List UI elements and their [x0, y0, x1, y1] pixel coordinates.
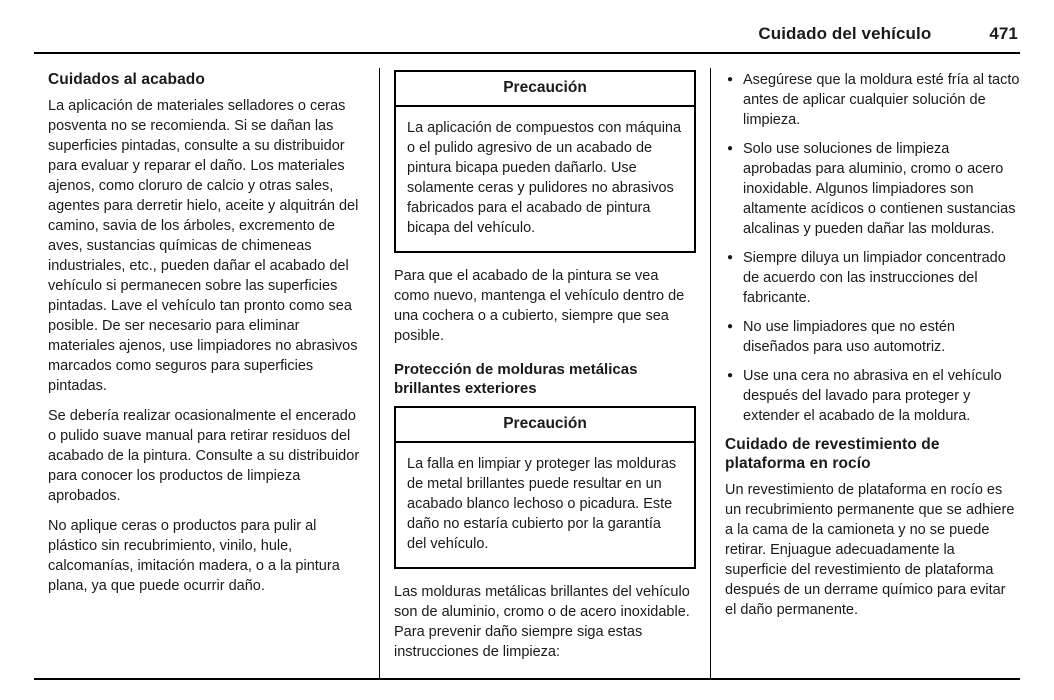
right-column: [711, 68, 1020, 678]
caution-box: [394, 70, 696, 253]
caution-title: Precaución: [396, 408, 694, 443]
paragraph: Un revestimiento de plataforma en rocío es un recubrimiento permanente que se adhiere a la cama de la camioneta y no se puede retirar. Enjuague adecuadamente la superficie del revestimiento de plataforma después de un derrame químico para evitar el daño permanente.: [725, 482, 1015, 618]
list-item: [725, 366, 1020, 426]
bullet-text: Use una cera no abrasiva en el vehículo después del lavado para proteger y extender el acabado de la moldura.: [743, 368, 1002, 424]
section-heading: Cuidado de revestimiento de plataforma en rocío: [725, 436, 940, 472]
footer-rule: [34, 678, 1020, 680]
caution-text: La falla en limpiar y proteger las molduras de metal brillantes puede resultar en un acabado blanco lechoso o picadura. Este daño no estaría cubierto por la garantía del vehículo.: [407, 456, 677, 552]
bullet-icon: ●: [727, 370, 734, 381]
bullet-text: Solo use soluciones de limpieza aprobadas para aluminio, cromo o acero inoxidable. Algunos limpiadores son altamente acídicos o contienen sustancias alcalinas y pueden dañar las molduras.: [743, 141, 1016, 237]
page-number: 471: [989, 24, 1018, 43]
chapter-title: Cuidado del vehículo: [758, 24, 932, 43]
list-item: [725, 248, 1020, 308]
bullet-list: [725, 70, 1020, 426]
bullet-text: No use limpiadores que no estén diseñados para uso automotriz.: [743, 319, 955, 355]
header-rule: [34, 52, 1020, 54]
bullet-text: Siempre diluya un limpiador concentrado de acuerdo con las instrucciones del fabricante.: [743, 250, 1006, 306]
content-columns: [34, 68, 1020, 678]
bullet-icon: ●: [727, 321, 734, 332]
page-header: [34, 24, 1020, 44]
paragraph: Se debería realizar ocasionalmente el encerado o pulido suave manual para retirar residuos del acabado de la pintura. Consulte a su distribuidor para conocer los productos de limpieza aprobados.: [48, 408, 360, 504]
paragraph: No aplique ceras o productos para pulir al plástico sin recubrimiento, vinilo, hule, calcomanías, imitación madera, o a la pintura plana, ya que puede ocurrir daño.: [48, 518, 340, 594]
left-column: [34, 68, 379, 678]
list-item: [725, 70, 1020, 130]
caution-title: Precaución: [396, 72, 694, 107]
list-item: [725, 317, 1020, 357]
bullet-text: Asegúrese que la moldura esté fría al tacto antes de aplicar cualquier solución de limpieza.: [743, 72, 1020, 128]
section-heading: Cuidados al acabado: [48, 71, 205, 88]
middle-column: [380, 68, 710, 678]
paragraph: La aplicación de materiales selladores o ceras posventa no se recomienda. Si se dañan las superficies pintadas, consulte a su distribuidor para evaluar y reparar el daño. Los materiales ajenos, como cloruro de calcio y otras sales, agentes para derretir hielo, aceite y alquitrán del camino, savia de los árboles, excremento de aves, sustancias químicas de chimeneas industriales, etc., pueden dañar el acabado del vehículo si permanecen sobre las superficies pintadas. Lave el vehículo tan pronto como sea posible. De ser necesario para eliminar materiales ajenos, use limpiadores no abrasivos marcados como seguros para superficies pintadas.: [48, 98, 359, 394]
sub-heading: Protección de molduras metálicas brillantes exteriores: [394, 361, 638, 397]
caution-box: [394, 406, 696, 569]
bullet-icon: ●: [727, 74, 734, 85]
paragraph: Para que el acabado de la pintura se vea como nuevo, mantenga el vehículo dentro de una cochera o a cubierto, siempre que sea posible.: [394, 268, 685, 344]
bullet-icon: ●: [727, 143, 734, 154]
bullet-icon: ●: [727, 252, 734, 263]
paragraph: Las molduras metálicas brillantes del vehículo son de aluminio, cromo o de acero inoxidable. Para prevenir daño siempre siga estas instrucciones de limpieza:: [394, 584, 690, 660]
list-item: [725, 139, 1020, 239]
caution-text: La aplicación de compuestos con máquina o el pulido agresivo de un acabado de pintura bicapa pueden dañarlo. Use solamente ceras y pulidores no abrasivos fabricados para el acabado de pintura bicapa del vehículo.: [407, 120, 682, 236]
